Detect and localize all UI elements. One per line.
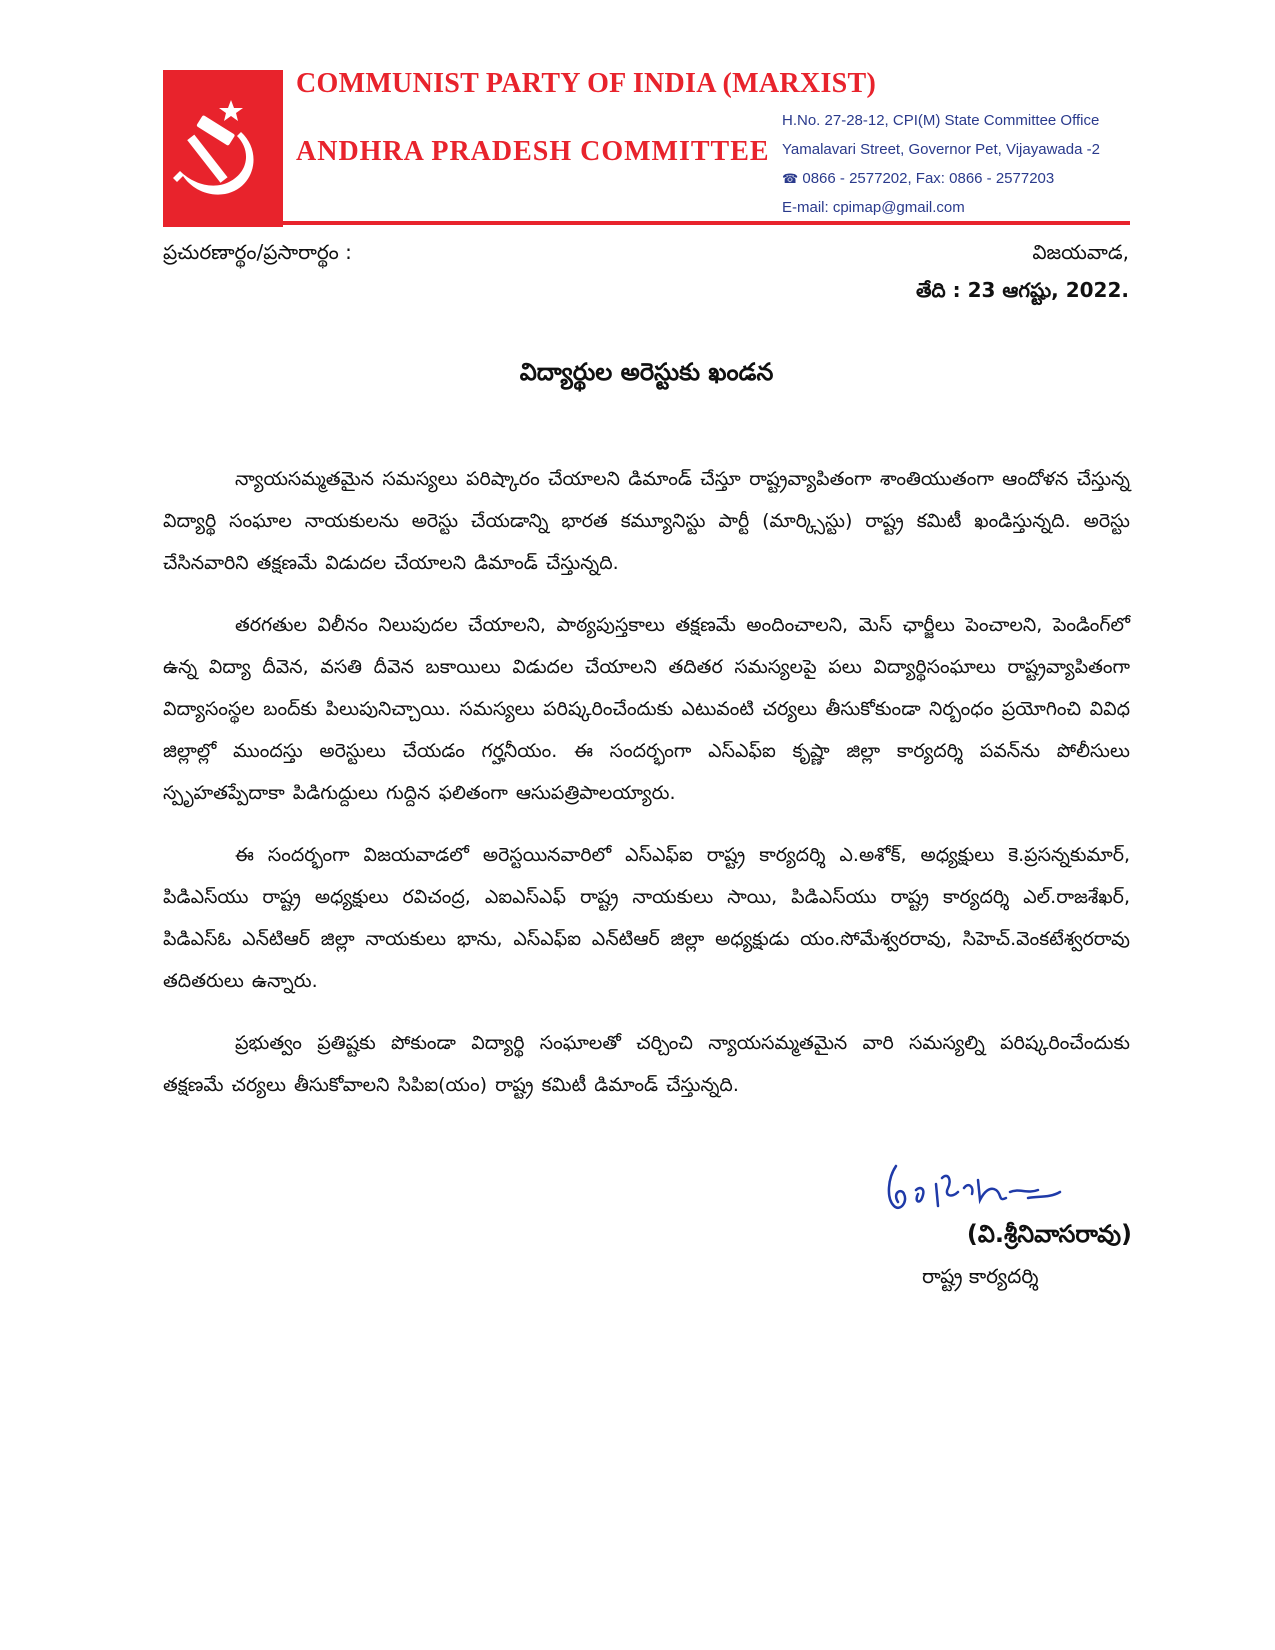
- press-release-body: [163, 458, 1130, 1126]
- paragraph: ఈ సందర్భంగా విజయవాడలో అరెస్టయినవారిలో ఎస్ఎఫ్ఐ రాష్ట్ర కార్యదర్శి ఎ.అశోక్, అధ్యక్షులు కె.ప్రసన్నకుమార్, పిడిఎస్‌యు రాష్ట్ర అధ్యక్షులు రవిచంద్ర, ఎఐఎస్ఎఫ్ రాష్ట్ర నాయకులు సాయి, పిడిఎస్‌యు రాష్ట్ర కార్యదర్శి ఎల్.రాజశేఖర్, పిడిఎస్ఓ ఎన్‌టిఆర్ జిల్లా నాయకులు భాను, ఎస్ఎఫ్ఐ ఎన్‌టిఆర్ జిల్లా అధ్యక్షుడు యం.సోమేశ్వరరావు, సిహెచ్.వెంకటేశ్వరరావు తదితరులు ఉన్నారు.: [163, 844, 1130, 992]
- telephone-icon: ☎: [782, 171, 799, 186]
- paragraph: న్యాయసమ్మతమైన సమస్యలు పరిష్కారం చేయాలని డిమాండ్ చేస్తూ రాష్ట్రవ్యాపితంగా శాంతియుతంగా ఆందోళన చేస్తున్న విద్యార్థి సంఘాల నాయకులను అరెస్టు చేయడాన్ని భారత కమ్యూనిస్టు పార్టీ (మార్క్సిస్టు) రాష్ట్ర కమిటీ ఖండిస్తున్నది. అరెస్టు చేసినవారిని తక్షణమే విడుదల చేయాలని డిమాండ్ చేస్తున్నది.: [163, 468, 1130, 574]
- letterhead-rule: [283, 221, 1130, 225]
- paragraph: తరగతుల విలీనం నిలుపుదల చేయాలని, పాఠ్యపుస్తకాలు తక్షణమే అందించాలని, మెస్ ఛార్జీలు పెంచాలని, పెండింగ్‌లో ఉన్న విద్యా దీవెన, వసతి దీవెన బకాయిలు విడుదల చేయాలని తదితర సమస్యలపై పలు విద్యార్థిసంఘాలు రాష్ట్రవ్యాపితంగా విద్యాసంస్థల బంద్‌కు పిలుపునిచ్చాయి. సమస్యలు పరిష్కరించేందుకు ఎటువంటి చర్యలు తీసుకోకుండా నిర్బంధం ప్రయోగించి వివిధ జిల్లాల్లో ముందస్తు అరెస్టులు చేయడం గర్హనీయం. ఈ సందర్భంగా ఎస్ఎఫ్ఐ కృష్ణా జిల్లా కార్యదర్శి పవన్‌ను పోలీసులు స్పృహతప్పేదాకా పిడిగుద్దులు గుద్దిన ఫలితంగా ఆసుపత్రిపాలయ్యారు.: [163, 614, 1130, 804]
- publication-label: ప్రచురణార్థం/ప్రసారార్థం :: [163, 240, 352, 264]
- place: విజయవాడ,: [1032, 240, 1129, 264]
- address-line-1: H.No. 27-28-12, CPI(M) State Committee Office: [782, 112, 1100, 129]
- headline: విద్యార్థుల అరెస్టుకు ఖండన: [519, 358, 774, 386]
- hammer-sickle-star-logo: [163, 70, 283, 227]
- phone-line: [782, 170, 1054, 187]
- org-name: COMMUNIST PARTY OF INDIA (MARXIST): [296, 68, 877, 99]
- committee-name: ANDHRA PRADESH COMMITTEE: [296, 136, 770, 167]
- signatory-title: రాష్ట్ర కార్యదర్శి: [922, 1264, 1039, 1288]
- phone-numbers: 0866 - 2577202, Fax: 0866 - 2577203: [802, 170, 1055, 187]
- signatory-name: (వి.శ్రీనివాసరావు): [966, 1220, 1132, 1248]
- party-logo: [163, 70, 283, 227]
- handwritten-signature: [878, 1158, 1088, 1218]
- date: తేది : 23 ఆగష్టు, 2022.: [915, 278, 1129, 302]
- address-line-2: Yamalavari Street, Governor Pet, Vijayawada -2: [782, 141, 1100, 158]
- email-line: E-mail: cpimap@gmail.com: [782, 199, 965, 216]
- paragraph: ప్రభుత్వం ప్రతిష్టకు పోకుండా విద్యార్థి సంఘాలతో చర్చించి న్యాయసమ్మతమైన వారి సమస్యల్ని పరిష్కరించేందుకు తక్షణమే చర్యలు తీసుకోవాలని సిపిఐ(యం) రాష్ట్ర కమిటీ డిమాండ్ చేస్తున్నది.: [163, 1032, 1130, 1096]
